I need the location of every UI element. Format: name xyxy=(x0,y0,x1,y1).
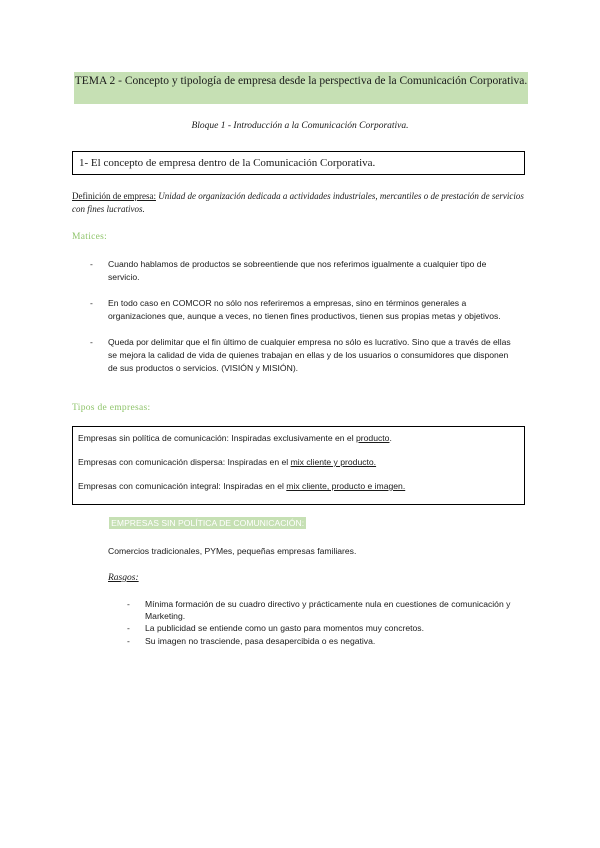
type-row xyxy=(78,457,519,468)
subsection-number: 1. xyxy=(92,518,100,528)
section-heading: 1- El concepto de empresa dentro de la Comunicación Corporativa. xyxy=(72,151,525,175)
types-box xyxy=(72,426,525,505)
list-item: - Su imagen no trasciende, pasa desapercibida o es negativa. xyxy=(125,635,520,647)
type-row-emphasis: producto xyxy=(356,433,390,443)
rasgos-label: Rasgos: xyxy=(108,573,139,583)
type-row-text: Empresas sin política de comunicación: Inspiradas exclusivamente en el xyxy=(78,433,357,443)
definition-paragraph xyxy=(72,190,527,216)
block-subtitle: Bloque 1 - Introducción a la Comunicación Corporativa. xyxy=(191,121,409,131)
definition-label: Definición de empresa: xyxy=(72,191,156,201)
type-row xyxy=(78,433,519,444)
subsection-heading xyxy=(92,518,306,528)
subsection-title: EMPRESAS SIN POLÍTICA DE COMUNICACIÓN: xyxy=(111,518,305,528)
rasgos-list xyxy=(125,598,520,647)
tipos-heading: Tipos de empresas: xyxy=(72,403,151,413)
definition-text: Unidad de organización dedicada a actividades industriales, mercantiles o de prestación de servicios con fines lucrativos. xyxy=(72,191,524,214)
list-item: - En todo caso en COMCOR no sólo nos referiremos a empresas, sino en términos generales a organizaciones que, aunque a veces, no tienen fines productivos, tienen sus propias metas y objetivos. xyxy=(88,297,520,322)
list-item: - Cuando hablamos de productos se sobreentiende que nos referimos igualmente a cualquier tipo de servicio. xyxy=(88,258,520,283)
matices-list xyxy=(88,258,520,374)
matices-heading: Matices: xyxy=(72,232,108,242)
list-item: - La publicidad se entiende como un gasto para momentos muy concretos. xyxy=(125,622,520,634)
list-item: - Queda por delimitar que el fin último de cualquier empresa no sólo es lucrativo. Sino que a través de ellas se mejora la calidad de vida de quienes trabajan en ellas y de los usuarios o consumidores que disponen de sus productos o servicios. (VISIÓN y MISIÓN). xyxy=(88,336,520,374)
type-row-emphasis: mix cliente, producto e imagen. xyxy=(286,481,406,491)
page-title: TEMA 2 - Concepto y tipología de empresa desde la perspectiva de la Comunicación Corporativa. xyxy=(74,72,528,104)
type-row-emphasis: mix cliente y producto. xyxy=(290,457,377,467)
subsection-intro: Comercios tradicionales, PYMes, pequeñas empresas familiares. xyxy=(108,546,357,556)
type-row-text: Empresas con comunicación integral: Inspiradas en el xyxy=(78,481,287,491)
type-row xyxy=(78,481,519,492)
list-item: - Mínima formación de su cuadro directivo y prácticamente nula en cuestiones de comunicación y Marketing. xyxy=(125,598,520,622)
type-row-suffix: . xyxy=(389,433,392,443)
type-row-text: Empresas con comunicación dispersa: Inspiradas en el xyxy=(78,457,291,467)
